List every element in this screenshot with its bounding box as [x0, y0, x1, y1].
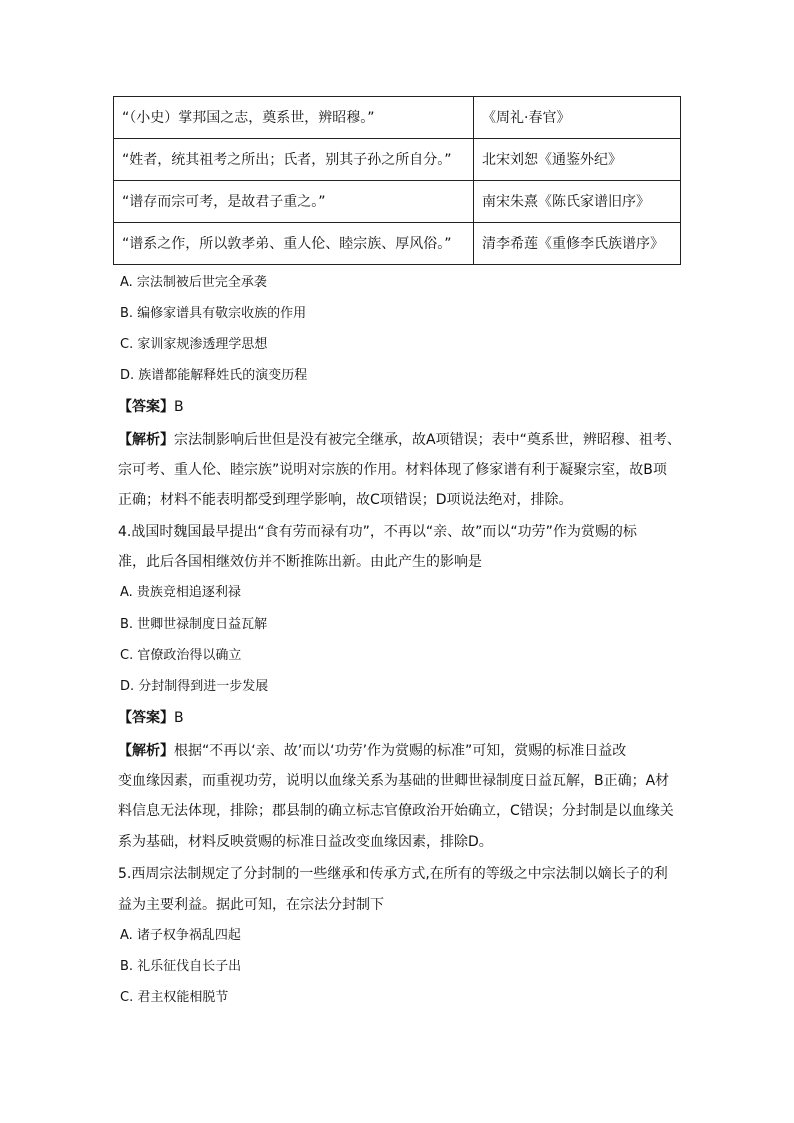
q4-stem-line: 准，此后各国相继效仿并不断推陈出新。由此产生的影响是 [118, 554, 482, 570]
q4-stem-line: 4.战国时魏国最早提出“食有劳而禄有功”，不再以“亲、故”而以“功劳”作为赏赐的标 [118, 524, 637, 540]
analysis-text: 根据“不再以‘亲、故’而以‘功劳’作为赏赐的标准”可知，赏赐的标准日益改 [174, 743, 627, 759]
quote-cell: “（小史）掌邦国之志，奠系世，辨昭穆。” [114, 97, 474, 139]
q3-analysis-line: 正确；材料不能表明都受到理学影响，故C项错误；D项说法绝对，排除。 [118, 492, 573, 508]
q3-analysis-line [118, 430, 681, 450]
q4-analysis-line: 变血缘因素，而重视功劳，说明以血缘关系为基础的世卿世禄制度日益瓦解，B正确；A材 [118, 773, 670, 789]
answer-value: B [174, 399, 184, 415]
q3-option-c: C. 家训家规渗透理学思想 [120, 337, 268, 352]
quote-cell: “谱存而宗可考，是故君子重之。” [114, 181, 474, 223]
answer-value: B [174, 710, 184, 726]
table-row [114, 139, 681, 181]
q5-option-c: C. 君主权能相脱节 [120, 990, 229, 1005]
quote-cell: “谱系之作，所以敦孝弟、重人伦、睦宗族、厚风俗。” [114, 223, 474, 265]
q3-analysis-line: 宗可考、重人伦、睦宗族”说明对宗族的作用。材料体现了修家谱有利于凝聚宗室，故B项 [118, 462, 667, 478]
q3-option-d: D. 族谱都能解释姓氏的演变历程 [120, 368, 308, 383]
q4-analysis-line: 系为基础，材料反映赏赐的标准日益改变血缘因素，排除D。 [118, 834, 493, 850]
answer-label: 【答案】 [118, 399, 174, 415]
analysis-label: 【解析】 [118, 432, 174, 448]
analysis-label: 【解析】 [118, 743, 174, 759]
table-row [114, 181, 681, 223]
source-cell: 清李希莲《重修李氏族谱序》 [474, 223, 681, 265]
source-table [113, 96, 681, 265]
q5-option-a: A. 诸子权争祸乱四起 [120, 928, 241, 943]
q4-answer [118, 708, 184, 728]
q3-option-a: A. 宗法制被后世完全承袭 [120, 275, 267, 290]
source-cell: 南宋朱熹《陈氏家谱旧序》 [474, 181, 681, 223]
q3-answer [118, 397, 184, 417]
table-row [114, 97, 681, 139]
q4-analysis-line: 料信息无法体现，排除；郡县制的确立标志官僚政治开始确立，C错误；分封制是以血缘关 [118, 803, 674, 819]
source-cell: 《周礼·春官》 [474, 97, 681, 139]
q5-stem-line: 益为主要利益。据此可知，在宗法分封制下 [118, 897, 384, 913]
q4-option-b: B. 世卿世禄制度日益瓦解 [120, 617, 268, 632]
table-row [114, 223, 681, 265]
q5-option-b: B. 礼乐征伐自长子出 [120, 959, 242, 974]
answer-label: 【答案】 [118, 710, 174, 726]
q3-option-b: B. 编修家谱具有敬宗收族的作用 [120, 306, 307, 321]
q5-stem-line: 5.西周宗法制规定了分封制的一些继承和传承方式,在所有的等级之中宗法制以嫡长子的利 [118, 866, 668, 882]
quote-cell: “姓者，统其祖考之所出；氏者，别其子孙之所自分。” [114, 139, 474, 181]
analysis-text: 宗法制影响后世但是没有被完全继承，故A项错误；表中“奠系世，辨昭穆、祖考、 [174, 432, 681, 448]
source-cell: 北宋刘恕《通鉴外纪》 [474, 139, 681, 181]
q4-option-d: D. 分封制得到进一步发展 [120, 679, 269, 694]
q4-analysis-line [118, 741, 626, 761]
q4-option-a: A. 贵族竞相追逐利禄 [120, 585, 241, 600]
q4-option-c: C. 官僚政治得以确立 [120, 648, 242, 663]
